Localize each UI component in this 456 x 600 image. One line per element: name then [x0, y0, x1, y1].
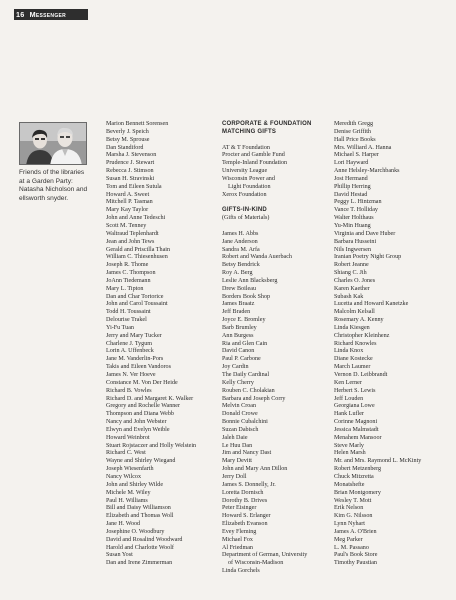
donor-name: Jane Anderson [222, 238, 258, 245]
donor-name: Betsy M. Sprouse [106, 136, 150, 143]
donor-name: Gerald and Priscilla Thain [106, 246, 171, 253]
donor-name: Jean and John Tews [106, 238, 155, 245]
donor-name: Donald Crowe [222, 411, 258, 418]
donor-name: Lori Hayward [334, 160, 369, 167]
donor-name: Jessica Malmstadt [334, 426, 379, 433]
donor-name: AT & T Foundation [222, 144, 270, 151]
donor-name: Roy A. Berg [222, 270, 253, 277]
donor-name: Todd H. Toussaint [106, 309, 151, 316]
donor-name: James N. Ver Hoeve [106, 372, 156, 378]
donor-name: Monatshefte [334, 481, 365, 488]
donor-name: Mary Kay Taylor [106, 207, 149, 214]
donor-name: Linda Kiesgen [334, 324, 370, 331]
page-number: 16 [16, 10, 25, 19]
donor-name: Wisconsin Power and [222, 175, 275, 182]
donor-name: Walter Holthaus [334, 215, 374, 222]
donor-name: Erik Nelson [334, 505, 364, 512]
donor-name: Vernon D. Leibbrandt [334, 372, 388, 378]
donor-name: Dorothy B. Drives [222, 497, 268, 504]
matching-gifts-list [222, 145, 334, 200]
donor-name: L. M. Passano [334, 544, 369, 551]
gifts-column-2 [222, 121, 334, 576]
page-header [14, 9, 88, 20]
donor-name: Beverly J. Speich [106, 128, 149, 135]
donor-name: James H. Abbs [222, 230, 259, 237]
donor-name: March Laumer [334, 364, 371, 371]
donor-name: Dan Standiford [106, 144, 144, 151]
donor-name: Richard B. Vowles [106, 387, 152, 394]
donor-name: Elizabeth Evanson [222, 521, 268, 528]
donor-name: Meredith Gregg [334, 121, 374, 127]
donor-name: Meg Parker [334, 536, 363, 543]
donor-name: Paul H. Williams [106, 497, 148, 504]
donor-name: Susan Yost [106, 552, 133, 559]
donor-name: Mr. and Mrs. Raymond L. McKinty [334, 458, 422, 465]
donor-name: Nancy Wilcox [106, 473, 142, 480]
donor-name: Peggy L. Hintzman [334, 199, 382, 206]
donor-name: Dan and Irene Zimmerman [106, 560, 173, 567]
donor-name: Susan H. Stravinski [106, 175, 155, 182]
donor-name: Paul P. Carbone [222, 356, 261, 363]
donor-name: Rosemary A. Kenny [334, 317, 384, 324]
donor-name: Ann Burgess [222, 332, 254, 339]
donor-name: Denise Griffith [334, 128, 371, 135]
donor-name: Joy Cardin [222, 364, 249, 371]
donor-name: Jaleh Daie [222, 434, 248, 441]
donor-name: Chuck Mitzretta [334, 473, 374, 480]
donor-name: Gregory and Rochelle Wanner [106, 403, 181, 410]
donor-name: Phillip Herring [334, 183, 371, 190]
donor-name: Anne Helsley-Marchbanks [334, 168, 400, 175]
donor-name: Barbara and Joseph Corry [222, 395, 286, 402]
donor-name: Loretta Dornisch [222, 489, 264, 496]
donor-name: Yu-Min Huang [334, 222, 371, 229]
donor-name: Le Huu Dan [222, 442, 253, 449]
donor-name: Rouben C. Cholakian [222, 387, 275, 394]
donor-name: Jeff Louden [334, 395, 364, 402]
donor-name: Yi-Fu Tuan [106, 324, 134, 331]
donor-name: James S. Donnelly, Jr. [222, 481, 276, 488]
donor-name: Ria and Glen Cain [222, 340, 268, 347]
donor-name: Mitchell P. Tasman [106, 199, 153, 206]
donor-name: Lorin A. Uffenbeck [106, 348, 154, 355]
donor-name: Elizabeth and Thomas Woll [106, 513, 174, 520]
donor-name: Kelly Cherry [222, 379, 254, 386]
donor-name: Steve Marly [334, 442, 364, 449]
donor-name: Tom and Eileen Sutula [106, 183, 162, 190]
donor-name: Mary L. Tipton [106, 285, 144, 292]
donor-name: Nils Ingwersen [334, 246, 372, 253]
donor-name: Xerox Foundation [222, 191, 267, 198]
donor-name: John and Carol Toussaint [106, 301, 168, 308]
matching-gifts-heading-line-2: MATCHING GIFTS [222, 128, 277, 135]
photo-caption: Friends of the libraries at a Garden Party: Natasha Nicholson and ellsworth snyder. [19, 169, 88, 202]
donor-name: Richard Knowles [334, 340, 377, 347]
donor-name: Thompson and Diana Webb [106, 411, 174, 418]
gifts-in-kind-column-3 [334, 121, 450, 568]
donor-name: Scott M. Tenney [106, 222, 147, 229]
donor-name: David Hestad [334, 191, 368, 198]
donor-name: Joseph R. Thome [106, 262, 149, 269]
donor-name: Temple-Inland Foundation [222, 160, 288, 167]
donor-name: of Wisconsin-Madison [228, 560, 284, 567]
donor-name: Jim and Nancy Dast [222, 450, 272, 457]
publication-title: Messenger [29, 10, 67, 19]
donor-name: Ken Lerner [334, 379, 362, 386]
donor-name: Georgiana Lowe [334, 403, 375, 410]
donor-name: Procter and Gamble Fund [222, 152, 285, 159]
donor-name: Subash Kak [334, 293, 364, 300]
donor-name: The Daily Cardinal [222, 372, 270, 378]
donor-name: Barb Brumley [222, 324, 257, 331]
donor-name: Charlene J. Tygum [106, 340, 153, 347]
donor-name: Leslie Ann Blacksberg [222, 277, 278, 284]
donor-name: Michael S. Harper [334, 152, 379, 159]
donor-name: Karen Kaether [334, 285, 370, 292]
donor-name: Corinne Magnoni [334, 419, 378, 426]
donor-name: Elwyn and Evelyn Weible [106, 426, 170, 433]
donor-name: Richard D. and Margaret K. Walker [106, 395, 194, 402]
donor-name: Mary Devitt [222, 458, 252, 465]
donor-name: JoAnn Tiedemann [106, 277, 151, 284]
donor-name: Peter Eisinger [222, 505, 257, 512]
donor-name: Sandra M. Arfa [222, 246, 260, 253]
donor-name: Prudence J. Stewart [106, 160, 155, 167]
donor-name: Harold and Charlotte Woolf [106, 544, 174, 551]
donor-name: Jost Hermand [334, 175, 368, 182]
donor-name: Howard S. Erlanger [222, 513, 271, 520]
donor-name: Shiang C. Jih [334, 270, 367, 277]
donor-name: Jane H. Wood [106, 521, 141, 528]
donor-name: Jane M. Vanderlin-Pors [106, 356, 164, 363]
garden-party-photo [19, 122, 87, 165]
donor-name: James Braatz [222, 301, 255, 308]
donor-name: Timothy Paustian [334, 560, 377, 567]
donor-name: David and Rosalind Woodward [106, 536, 183, 543]
donor-name: Paul's Book Store [334, 552, 378, 559]
donor-name: Virginia and Dave Huber [334, 230, 396, 237]
donor-name: Joseph Wiesenfarth [106, 466, 154, 473]
donor-name: Helen Marsh [334, 450, 366, 457]
donor-name: David Canon [222, 348, 255, 355]
donor-name: Joyce E. Bromley [222, 317, 266, 324]
donor-name: Hank Lufler [334, 411, 364, 418]
donor-name: Jeff Braden [222, 309, 251, 316]
donor-name: Delourise Trakel [106, 317, 147, 324]
donor-name: Constance M. Von Der Heide [106, 379, 178, 386]
donor-name: Dan and Char Tortorice [106, 293, 164, 300]
donor-name: Marsha J. Stevenson [106, 152, 157, 159]
donor-name: University League [222, 168, 268, 175]
donor-name: Barbara Husseini [334, 238, 377, 245]
donor-name: Lucetta and Howard Kanetzke [334, 301, 409, 308]
donor-name: Mrs. Williard A. Hanna [334, 144, 392, 151]
donor-name: Christopher Kleinhenz [334, 332, 390, 339]
donor-name: Department of German, University [222, 552, 308, 559]
donor-name: Charles O. Jones [334, 277, 376, 284]
donor-name: Rebecca J. Stimson [106, 168, 154, 175]
donor-name: Brian Montgomery [334, 489, 381, 496]
donor-name: Linda Knox [334, 348, 364, 355]
donor-name: Nancy and John Webster [106, 419, 167, 426]
donor-name: Menahem Mansoor [334, 434, 382, 441]
donor-name: Robert Metzenberg [334, 466, 382, 473]
donor-name: Waltraud Teplenhardt [106, 230, 159, 237]
donor-name: Wayne and Shirley Wiegand [106, 458, 176, 465]
donor-name: Drew Boileau [222, 285, 257, 292]
donor-name: James C. Thompson [106, 270, 156, 277]
donor-name: John and Anne Tedeschi [106, 215, 166, 222]
donor-name: Howard A. Sweet [106, 191, 150, 198]
donor-name: Bill and Daisy Williamson [106, 505, 171, 512]
donor-name: Michele M. Wiley [106, 489, 151, 496]
gifts-in-kind-subheading: (Gifts of Materials) [222, 215, 270, 222]
donor-name: James A. O'Brien [334, 528, 377, 535]
donor-name: Howard Weinbrot [106, 434, 150, 441]
donor-name: Linda Gorchels [222, 568, 260, 575]
donor-name: Al Friedman [222, 544, 253, 551]
donor-name: Diane Kostecke [334, 356, 373, 363]
matching-gifts-heading-line-1: CORPORATE & FOUNDATION [222, 121, 312, 127]
donor-name: Herbert S. Lewis [334, 387, 376, 394]
donor-name: Richard C. West [106, 450, 146, 457]
donor-name: Betsy Bendrick [222, 262, 260, 269]
donor-name: Josephine O. Woodbury [106, 528, 165, 535]
donor-name: Takis and Eileen Vandoros [106, 364, 171, 371]
donor-name: Robert and Wanda Auerbach [222, 254, 292, 261]
donor-name: Stuart Rojstaczer and Holly Welstein [106, 442, 197, 449]
donor-name: Lynn Nyhart [334, 521, 365, 528]
donor-name: Michael Fox [222, 536, 253, 543]
donor-name: Malcolm Kelsall [334, 309, 375, 316]
donor-name: Kim G. Nilsson [334, 513, 373, 520]
photo-image [20, 123, 87, 165]
donor-name: Evey Fleming [222, 528, 257, 535]
donor-name: Jerry Doll [222, 473, 247, 480]
donor-name: John and Mary Ann Dillon [222, 466, 288, 473]
gifts-in-kind-heading: GIFTS-IN-KIND [222, 207, 267, 214]
donor-name: John and Shirley Wilde [106, 481, 164, 488]
donor-list-column-1 [106, 121, 214, 568]
donor-name: Light Foundation [228, 183, 271, 190]
gifts-in-kind-list [222, 231, 334, 576]
donor-name: Suzan Dabisch [222, 426, 259, 433]
donor-name: Melvin Croan [222, 403, 257, 410]
donor-name: William C. Thiesenhusen [106, 254, 168, 261]
donor-name: Marion Bennett Sorensen [106, 121, 169, 127]
donor-name: Hall Price Books [334, 136, 376, 143]
donor-name: Bonnie Cubalchini [222, 419, 268, 426]
donor-name: Borders Book Shop [222, 293, 271, 300]
donor-name: Robert Jeanne [334, 262, 369, 269]
donor-name: Iranian Poetry Night Group [334, 254, 402, 261]
donor-name: Vance T. Holliday [334, 207, 378, 214]
donor-name: Jerry and Mary Tucker [106, 332, 162, 339]
donor-name: Wesley T. Mott [334, 497, 372, 504]
